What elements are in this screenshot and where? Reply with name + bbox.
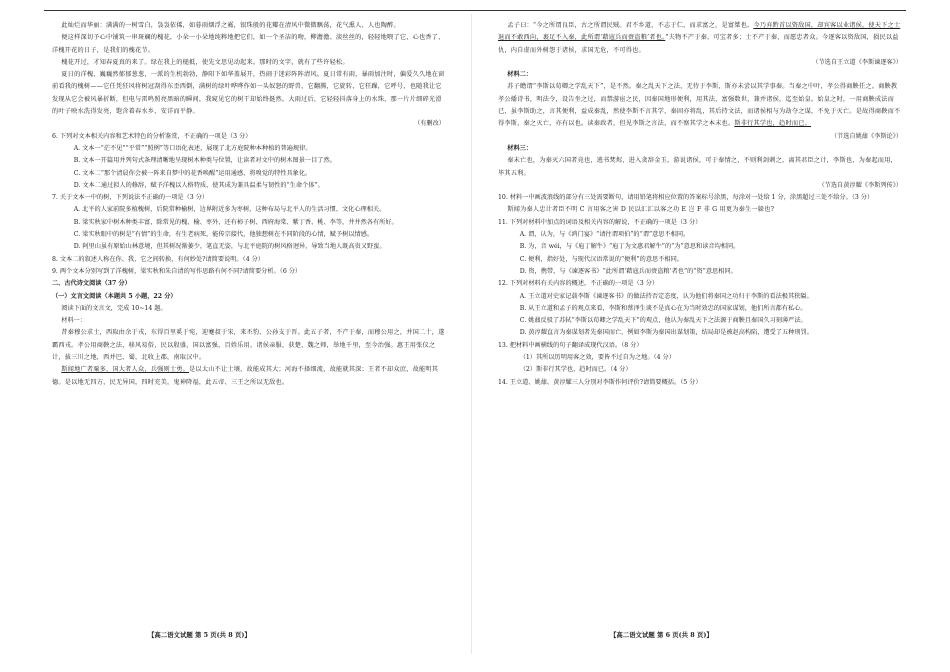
material-label: 材料二： xyxy=(507,71,533,79)
option-7d: D. 阿里山虽有原始山林意境，但其树况渐萎少，笔直无姿，与北平庭院的树风格迥异，导致当地人既高贵又野蛮。 xyxy=(73,243,386,251)
option-6b: B. 文本一开篇用并列句式条理清晰地呈现树木种类与位置，让读者对文中的树木图景一目了然。 xyxy=(73,157,336,165)
punctuation-sentence: 斯闻为秦人忠计者臣不明 C 言用客之害 D 民以汇汇以客之功 E 岂 F 非 G 用更为秦生一躲也? xyxy=(507,206,775,214)
question-14: 14. 王立道、姚鼐、黄淳耀三人分别对李斯作何评价?请简要概括。（5 分） xyxy=(498,378,702,386)
option-6c: C. 文本二“那个清晨你会被一阵来自梦中的花香唤醒”运用通感，将嗅觉的特性具象化。 xyxy=(73,169,312,177)
option-11c: C. 便利，指好处，与现代汉语常说的“便利”的意思不相同。 xyxy=(519,255,683,263)
classical-text-part: 苏子瞻谓“李斯以荀卿之学乱天下”，是不然。秦之乱天下之法，无待于李斯，斯亦未尝以其学事秦。当秦之中叶，孝公得商鞅任之。商鞅教孝公燔诗书，明法令，设告坐之过，而禁游宦之民，因秦国地形便利，用其法，富强数世，兼并诸侯，迄至始皇。始皇之时，一用商鞅成法而已，虽李斯助之，言其便利，益成秦乱，然使李斯不言其学，秦固亦将乱，其后持文法，而诸侯相与为劫夺之谋，不免于灭亡。是故得商鞅而不得李斯，秦之灭亡，亦有以也。读秦政者，但见李斯之言法，而不察其学之本末也。 xyxy=(498,83,901,128)
essay-paragraph: 夏日的洋槐，巍巍然郁郁葱葱，一派的生机勃勃，静阳下如华盖展开，热闹于迷彩阵阵清风。夏日常有雨，暴雨加注时，偏爱久久地在窗前看我的槐树——它任凭狂风将树冠刮得东歪西倒，满树的绿叶哗哗作如一头奴怒的野兽，它翻腾，它旋转，它狂躁，它呼号，也随我让它发现从它会被风暴折断，但电与雷鸣照亮黑暗的瞬间，我窥见它的树干却始终挺然。大雨过后，它轻轻抖落身上的水珠，那一片片细碎光滑的叶子映水洗得发亮，饱含着春水乡，安详而平静。 xyxy=(52,71,445,116)
question-13-2: （2）斯非行其学也，趋时而已。（4 分） xyxy=(519,366,632,374)
essay-paragraph: 槐花开过，才知春夏真的来了。绿在我上的槌抵，使先文思见动起来。那时的文字，就有了些许轻松。 xyxy=(61,58,349,66)
right-page xyxy=(498,20,902,389)
underlined-sentence: 斯非行其学也，趋时而已。 xyxy=(734,120,811,128)
question-11: 11. 下列对材料中加点的词语及相关内容的解说，不正确的一项是（3 分） xyxy=(498,218,702,226)
option-6d: D. 文本二通过拟人的修辞，赋予洋槐以人格特质，使其成为兼具温柔与韧性的“生命个体”。 xyxy=(73,181,324,189)
question-12: 12. 下列对材料有关内容的概述，不正确的一项是（3 分） xyxy=(498,280,659,288)
top-rule xyxy=(44,10,906,11)
page-footer-right: 【高二语文试题 第 6 页(共 8 页)】 xyxy=(610,631,713,639)
classical-text: 昔秦穆公求士，西取由余于戎，东得百里奚于宛，迎蹇叔于宋，来丕豹、公孙支于晋。此五子者，不产于秦，而穆公用之，并国二十，遂霸西戎。孝公用商鞅之法，移风易俗，民以殷盛，国以富强，百姓乐用，诸侯亲服，获楚、魏之师，举地千里，至今治强。惠王用张仪之计，拔三川之地，西并巴、蜀，北收上郡，南取汉中。 xyxy=(52,329,445,362)
classical-text xyxy=(52,364,445,389)
question-13: 13. 把材料中画横线的句子翻译成现代汉语。（8 分） xyxy=(498,341,643,349)
question-10: 10. 材料一中画波浪线的部分有三处需要断句，请用铅笔将相应位置的答案标号涂黑，每涂对一处给 1 分，涂黑超过三处不给分。（3 分） xyxy=(498,194,874,202)
option-12c: C. 姚鼐反驳了苏轼“李斯以荀卿之学乱天下”的观点，他认为秦乱天下之法源于商鞅且秦国久习刻薄严法。 xyxy=(519,317,807,325)
source-note: （节选自姚鼐《李斯论》） xyxy=(830,132,902,140)
question-8: 8. 文本二的叙述人称在你、我、它之间转换，有何妙处?请简要说明。（4 分） xyxy=(52,255,264,263)
question-9: 9. 两个文本分别写到了洋槐树，梁实秋和朱自清的写作思路有何不同?请简要分析。（6 分） xyxy=(52,267,302,275)
question-6: 6. 下列对文本相关内容和艺术特色的分析鉴赏，不正确的一项是（3 分） xyxy=(52,132,252,140)
underlined-sentence: 今乃弃黔首以资敌国，却宾客以业诸侯，使天下之士退而不敢西向，裹足不入秦，此所谓‘藉寇兵而赍盗粮’者也。 xyxy=(498,22,901,42)
question-13-1: （1）其所以历明用客之效，要皆不过自为之地。（4 分） xyxy=(519,354,675,362)
option-7a: A. 北平的人家前院多植槐树，后院常种榆树，边界附近多为枣树，这种布局与北平人的生活习惯、文化心理相关。 xyxy=(73,206,386,214)
option-11a: A. 谓，认为，与《鸿门宴》“请往谓项伯”的“谓”意思不相同。 xyxy=(519,231,690,239)
classical-text-part: ”夫物不产于秦，可宝者多；士不产于秦，而愿忠者众。今逐客以资敌国，损民以益仇，内自虚而外树怨于诸侯，求国无危，不可得也。 xyxy=(498,34,899,54)
option-7b: B. 梁实秋家中树木种类丰富，除常见的槐、榆、枣外，还有柿子树、西府海棠、紫丁香、桃、李等，井井然各有所好。 xyxy=(73,218,398,226)
left-page xyxy=(52,20,445,389)
option-12a: A. 王立道对史家记载李斯《谏逐客书》的做法持否定态度，认为他们将秦国之功归于李斯的看法极其狭隘。 xyxy=(519,292,813,300)
source-note: （节选自黄淳耀《李斯列传》） xyxy=(818,181,902,189)
underlined-sentence: 斯闻地广者粟多，国大者人众，兵强则士勇。 xyxy=(61,366,190,374)
essay-paragraph: 便这样深切予心中铺筑一串斑斓的槐花，小朵一小朵地纯粹地把它们，如一个圣洁的吻，柳澹澹、淡丝丝的，轻轻地喂了它，心也香了，洋槐开花的日子，是我们的槐花节。 xyxy=(52,34,445,54)
classical-text-continued: 是以太山不让土壤，故能成其大；河海不择细流，故能就其深；王者不却众庶，故能明其德。是以地无四方，民无异国，四时充美，鬼神降福，此五帝、三王之所以无敌也。 xyxy=(52,366,439,386)
column-gutter xyxy=(471,14,472,654)
subsection-heading: （一）文言文阅读（本题共 5 小题，22 分） xyxy=(52,292,177,300)
instruction: 阅读下面的文言文，完成 10~14 题。 xyxy=(61,304,167,312)
option-12d: D. 黄淳耀直言为秦谋划者先秦国而亡，例如李斯为秦国出谋划策，结局却是被赵高构陷，遭受了五种刑罚。 xyxy=(519,329,813,337)
source-note: （节选自王立道《李斯谏逐客》） xyxy=(812,58,902,66)
option-7c: C. 梁实秋眼中的树是“有情”的生命，有生老病死，能传宗接代，他独想树在不同阶段的心情，赋予树以情感。 xyxy=(73,231,374,239)
classical-text xyxy=(498,20,902,57)
classical-text: 秦未亡也，为秦灭六国者竟也，逃书焚烬，进入贪辞金玉，游说诸侯，可于秦情之，不则利剑刺之，离其君臣之计，李斯也，为秦起而用，毕其五利。 xyxy=(498,157,897,177)
option-6a: A. 文本一“茫不见”“平常”“照例”等口语化表述，展现了北方庭院种本种植的普遍规律。 xyxy=(73,144,312,152)
material-label: 材料一： xyxy=(61,317,87,325)
option-12b: B. 从王立道和孟子的观点来看，李斯和蔡泽生谈不是真心在为当时效忠的国家谋划，他们所言都有私心。 xyxy=(519,304,807,312)
classical-text-part: 孟子曰：“今之所谓良臣，古之所谓民贼。君不乡道，不志于仁，而求富之，是富桀也。 xyxy=(507,22,754,29)
question-7: 7. 关于文本一中的树，下列说法不正确的一项是（3 分） xyxy=(52,194,209,202)
option-11d: D. 资，携带，与《谏逐客书》“此所谓‘藉寇兵而赍盗粮’者也”的“资”意思相同。 xyxy=(519,267,737,275)
classical-text xyxy=(498,81,902,130)
material-label: 材料三： xyxy=(507,144,533,152)
page-footer-left: 【高二语文试题 第 5 页(共 8 页)】 xyxy=(148,631,251,639)
option-11b: B. 为，音 wéi，与《庖丁解牛》“庖丁为文惠君解牛”的“为”意思和读音均相同。 xyxy=(519,243,740,251)
essay-paragraph: 此灿烂而华丽：满满的一树雪白，袅袅依俙，如暮雨烟浮之霧，银珠般的花瓣在清风中微微飘荡，花气熏人、人也陶醉。 xyxy=(61,22,400,29)
section-heading: 二、古代诗文阅读（37 分） xyxy=(52,280,131,288)
source-note: （有删改） xyxy=(414,120,445,128)
